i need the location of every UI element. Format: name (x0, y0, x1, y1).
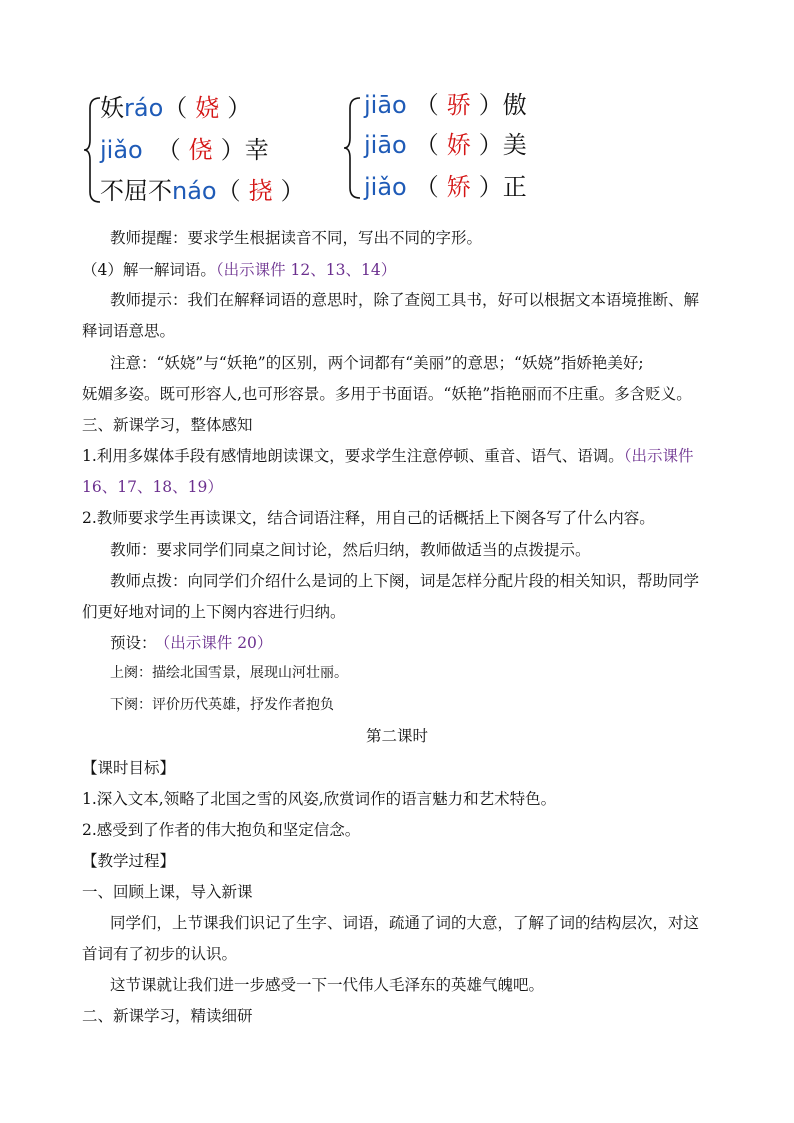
close-paren: ） (478, 131, 503, 159)
step-4-text: （4）解一解词语。 (82, 261, 216, 279)
row-prefix: 妖 (100, 94, 124, 122)
courseware-note: （出示课件 12、13、14） (215, 261, 397, 279)
open-paren: （ (163, 94, 188, 122)
answer-char: 挠 (248, 177, 273, 205)
open-paren: （ (156, 136, 181, 164)
goal-2: 2.感受到了作者的伟大抱负和坚定信念。 (82, 821, 361, 839)
close-paren: ） (220, 136, 245, 164)
pinyin: náo (172, 177, 217, 205)
exercise-right-row-2 (364, 130, 527, 160)
teacher-guidance: 教师点拨：向同学们介绍什么是词的上下阕，词是怎样分配片段的相关知识，帮助同学 (110, 572, 700, 590)
exercise-left-row-1 (100, 93, 251, 123)
answer-char: 娇 (446, 131, 471, 159)
row-suffix: 美 (502, 131, 527, 159)
exercise-left-row-3 (100, 176, 305, 206)
item-1 (82, 445, 694, 467)
answer-char: 侥 (188, 136, 213, 164)
open-paren: （ (216, 177, 241, 205)
intro-paragraph: 这节课就让我们进一步感受一下一代伟人毛泽东的英雄气魄吧。 (110, 976, 545, 994)
courseware-note: （出示课件 (623, 447, 694, 465)
exercise-right-row-1 (364, 90, 527, 120)
section-3-heading: 三、新课学习，整体感知 (82, 416, 253, 434)
row-suffix: 傲 (502, 91, 527, 119)
open-paren: （ (414, 173, 439, 201)
section-1-heading: 一、回顾上课，导入新课 (82, 883, 253, 901)
teaching-process-heading: 【教学过程】 (82, 852, 176, 870)
pinyin: ráo (124, 94, 164, 122)
preset-line (110, 632, 272, 654)
step-4-heading (82, 259, 396, 281)
goal-1: 1.深入文本,领略了北国之雪的风姿,欣赏词作的语言魅力和艺术特色。 (82, 790, 557, 808)
lesson-goals-heading: 【课时目标】 (82, 759, 176, 777)
pinyin: jiāo (364, 131, 407, 159)
note-paragraph: 注意：“妖娆”与“妖艳”的区别，两个词都有“美丽”的意思；“妖娆”指娇艳美好; (110, 354, 644, 372)
second-lesson-title: 第二课时 (365, 727, 428, 745)
courseware-note-cont: 16、17、18、19） (82, 478, 223, 496)
upper-stanza-summary: 上阕：描绘北国雪景，展现山河壮丽。 (110, 665, 348, 681)
row-suffix: 幸 (244, 136, 269, 164)
teacher-hint-cont: 释词语意思。 (82, 322, 176, 340)
answer-char: 娆 (195, 94, 220, 122)
open-paren: （ (414, 91, 439, 119)
answer-char: 矫 (446, 173, 471, 201)
teacher-reminder: 教师提醒：要求学生根据读音不同，写出不同的字形。 (110, 229, 483, 247)
preset-label: 预设： (110, 634, 157, 652)
review-paragraph-cont: 首词有了初步的认识。 (82, 945, 238, 963)
note-paragraph-cont: 妩媚多姿。既可形容人,也可形容景。多用于书面语。“妖艳”指艳丽而不庄重。多含贬义。 (82, 385, 692, 403)
pinyin: jiāo (364, 91, 407, 119)
exercise-left-row-2 (100, 135, 269, 165)
close-paren: ） (227, 94, 252, 122)
section-2-heading: 二、新课学习，精读细研 (82, 1007, 253, 1025)
lower-stanza-summary: 下阕：评价历代英雄，抒发作者抱负 (110, 697, 334, 713)
pinyin: jiǎo (364, 173, 407, 201)
exercise-right-row-3 (364, 172, 527, 202)
close-paren: ） (478, 91, 503, 119)
row-suffix: 正 (502, 173, 527, 201)
close-paren: ） (478, 173, 503, 201)
open-paren: （ (414, 131, 439, 159)
teacher-guidance-cont: 们更好地对词的上下阕内容进行归纳。 (82, 603, 346, 621)
teacher-hint: 教师提示：我们在解释词语的意思时，除了查阅工具书，好可以根据文本语境推断、解 (110, 291, 700, 309)
row-prefix: 不屈不 (100, 177, 172, 205)
item-1-text: 1.利用多媒体手段有感情地朗读课文，要求学生注意停顿、重音、语气、语调。 (82, 447, 624, 465)
item-2: 2.教师要求学生再读课文，结合词语注释，用自己的话概括上下阕各写了什么内容。 (82, 509, 655, 527)
teacher-instruction: 教师：要求同学们同桌之间讨论，然后归纳，教师做适当的点拨提示。 (110, 541, 591, 559)
review-paragraph: 同学们，上节课我们识记了生字、词语，疏通了词的大意，了解了词的结构层次，对这 (110, 914, 700, 932)
pinyin: jiǎo (100, 136, 143, 164)
answer-char: 骄 (446, 91, 471, 119)
courseware-note: （出示课件 20） (162, 634, 273, 652)
right-brace (342, 96, 364, 200)
close-paren: ） (280, 177, 305, 205)
